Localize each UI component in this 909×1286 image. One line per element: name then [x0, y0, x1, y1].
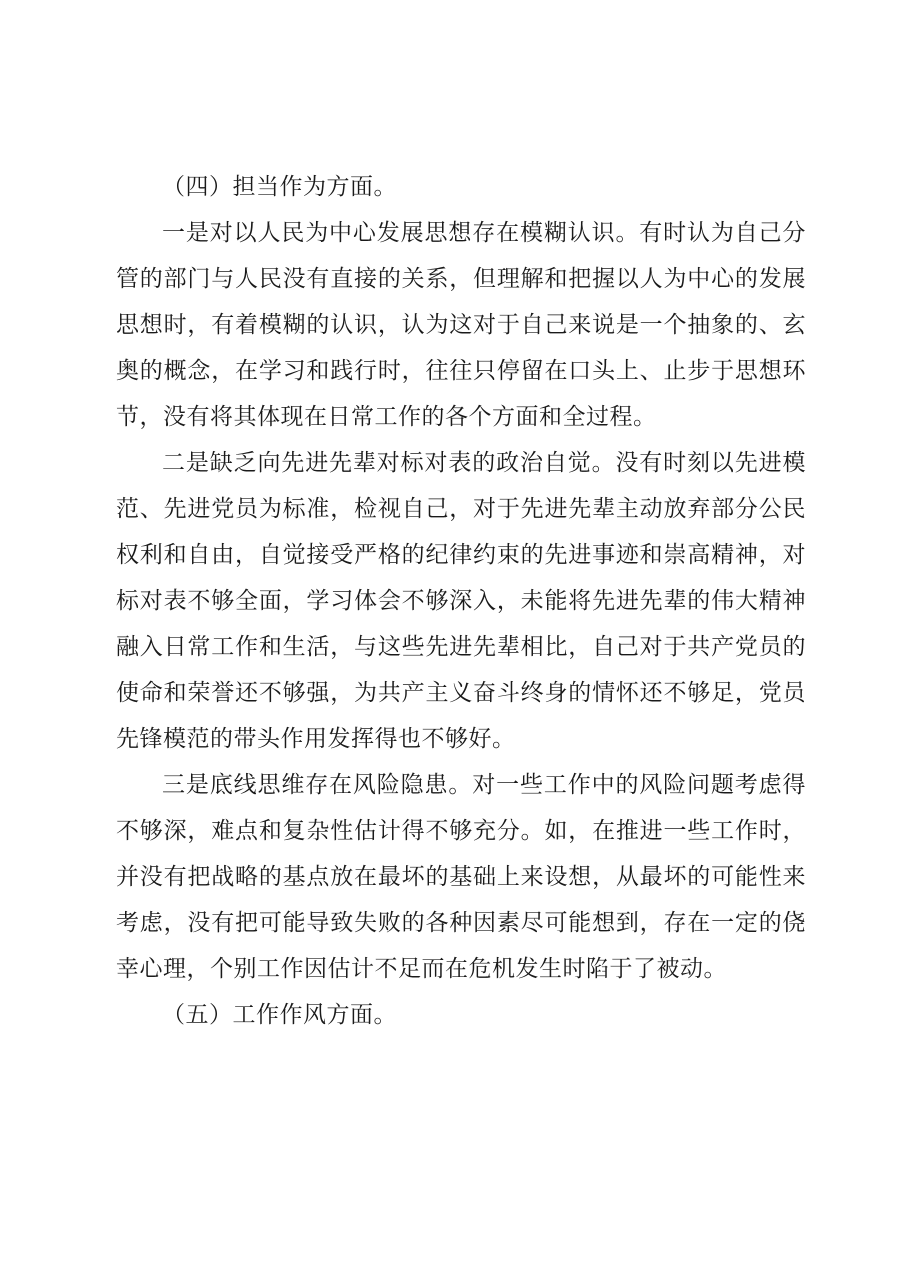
section-heading-four: （四）担当作为方面。: [162, 174, 397, 200]
paragraph-three: 三是底线思维存在风险隐患。对一些工作中的风险问题考虑得不够深，难点和复杂性估计得不够充分。如，在推进一些工作时，并没有把战略的基点放在最坏的基础上来设想，从最坏的可能性来考虑，没有把可能导致失败的各种因素尽可能想到，存在一定的侥幸心理，个别工作因估计不足而在危机发生时陷于了被动。: [116, 772, 806, 982]
paragraph-one: 一是对以人民为中心发展思想存在模糊认识。有时认为自己分管的部门与人民没有直接的关系，但理解和把握以人为中心的发展思想时，有着模糊的认识，认为这对于自己来说是一个抽象的、玄奥的概念，在学习和践行时，往往只停留在口头上、止步于思想环节，没有将其体现在日常工作的各个方面和全过程。: [116, 220, 806, 430]
paragraph-two: 二是缺乏向先进先辈对标对表的政治自觉。没有时刻以先进模范、先进党员为标准，检视自己，对于先进先辈主动放弃部分公民权利和自由，自觉接受严格的纪律约束的先进事迹和崇高精神，对标对表不够全面，学习体会不够深入，未能将先进先辈的伟大精神融入日常工作和生活，与这些先进先辈相比，自己对于共产党员的使命和荣誉还不够强，为共产主义奋斗终身的情怀还不够足，党员先锋模范的带头作用发挥得也不够好。: [116, 450, 806, 752]
section-heading-five: （五）工作作风方面。: [162, 1002, 397, 1028]
document-body: [116, 164, 806, 1038]
